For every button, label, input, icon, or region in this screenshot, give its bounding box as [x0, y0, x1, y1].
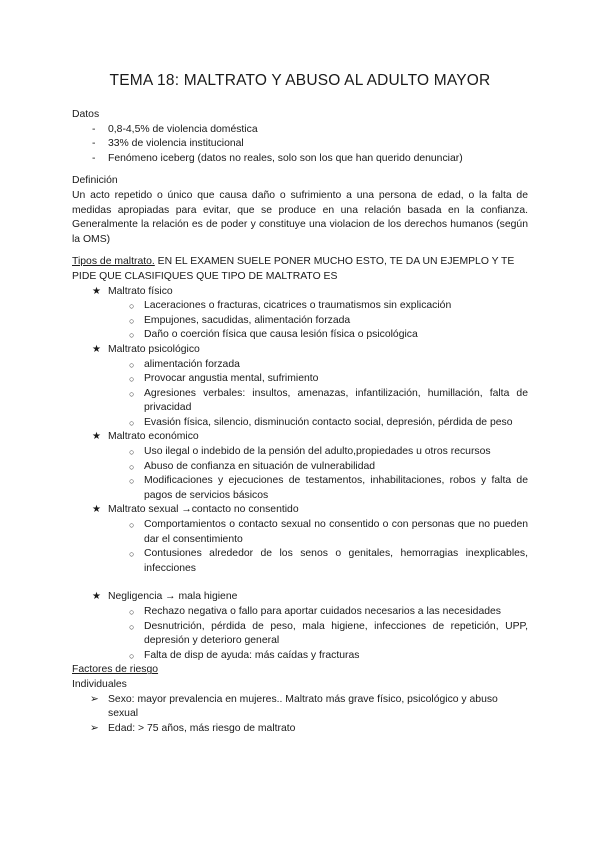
- page-title: TEMA 18: MALTRATO Y ABUSO AL ADULTO MAYOR: [109, 72, 491, 89]
- list-item: ○ Comportamientos o contacto sexual no consentido o con personas que no pueden dar el consentimiento: [72, 518, 528, 547]
- list-item: [72, 285, 528, 343]
- list-item: [72, 430, 528, 503]
- tipos-list: [72, 285, 528, 577]
- definicion-heading: Definición: [72, 175, 118, 187]
- list-item: ○ Rechazo negativa o fallo para aportar cuidados necesarios a las necesidades: [72, 605, 528, 620]
- list-item: ○ alimentación forzada: [72, 358, 528, 373]
- star-icon: ★: [92, 285, 101, 297]
- list-item: [72, 722, 528, 737]
- arrow-bullet-icon: ➢: [90, 722, 99, 734]
- negligencia-list: [72, 590, 528, 663]
- star-icon: ★: [92, 591, 101, 603]
- group-label: Maltrato económico: [108, 431, 199, 443]
- list-item: ○ Contusiones alrededor de los senos o genitales, hemorragias inexplicables, infecciones: [72, 547, 528, 576]
- tipos-paragraph: [72, 255, 528, 284]
- factor-text: Sexo: mayor prevalencia en mujeres.. Maltrato más grave físico, psicológico y abuso sexual: [108, 693, 498, 720]
- group-label: Maltrato físico: [108, 285, 173, 297]
- datos-list: [72, 123, 528, 167]
- factor-text: Edad: > 75 años, más riesgo de maltrato: [108, 722, 296, 734]
- list-item: [72, 343, 528, 431]
- list-item: ○ Uso ilegal o indebido de la pensión del adulto,propiedades u otros recursos: [72, 445, 528, 460]
- list-item: - 0,8-4,5% de violencia doméstica: [72, 123, 528, 138]
- tipos-heading: Tipos de maltrato.: [72, 256, 155, 268]
- list-item: ○ Laceraciones o fracturas, cicatrices o traumatismos sin explicación: [72, 299, 528, 314]
- list-item: ○ Falta de disp de ayuda: más caídas y fracturas: [72, 649, 528, 664]
- star-icon: ★: [92, 431, 101, 443]
- group-label: Maltrato sexual →contacto no consentido: [108, 504, 299, 516]
- list-item: ○ Desnutrición, pérdida de peso, mala higiene, infecciones de repetición, UPP, depresión y deterioro general: [72, 620, 528, 649]
- tipos-exam-note: EN EL EXAMEN SUELE PONER MUCHO ESTO, TE DA UN EJEMPLO Y TE PIDE QUE CLASIFIQUES QUE TIPO DE MALTRATO ES: [72, 256, 515, 282]
- list-item: ○ Provocar angustia mental, sufrimiento: [72, 372, 528, 387]
- document-body: [72, 108, 528, 736]
- star-icon: ★: [92, 504, 101, 516]
- group-label: Negligencia → mala higiene: [108, 591, 238, 603]
- list-item: ○ Evasión física, silencio, disminución contacto social, depresión, pérdida de peso: [72, 416, 528, 431]
- list-item: [72, 693, 528, 722]
- group-label: Maltrato psicológico: [108, 343, 200, 355]
- list-item: ○ Modificaciones y ejecuciones de testamentos, inhabilitaciones, robos y falta de pagos de servicios básicos: [72, 474, 528, 503]
- arrow-bullet-icon: ➢: [90, 693, 99, 705]
- list-item: - Fenómeno iceberg (datos no reales, solo son los que han querido denunciar): [72, 152, 528, 167]
- list-item: ○ Daño o coerción física que causa lesión física o psicológica: [72, 328, 528, 343]
- factores-heading-text: Factores de riesgo: [72, 664, 159, 676]
- list-item: ○ Abuso de confianza en situación de vulnerabilidad: [72, 460, 528, 475]
- list-item: ○ Empujones, sacudidas, alimentación forzada: [72, 314, 528, 329]
- factores-subheading: Individuales: [72, 678, 127, 690]
- list-item: ○ Agresiones verbales: insultos, amenazas, infantilización, humillación, falta de privacidad: [72, 387, 528, 416]
- datos-heading: Datos: [72, 109, 100, 120]
- factores-heading: [72, 663, 528, 678]
- definicion-text: Un acto repetido o único que causa daño o sufrimiento a una persona de edad, o la falta de medidas apropiadas para evitar, que se produce en una relación basada en la confianza. Generalmente la relación es de poder y constituye una violacion de los derechos humanos (según la OMS): [72, 189, 528, 245]
- list-item: - 33% de violencia institucional: [72, 137, 528, 152]
- list-item: [72, 503, 528, 576]
- factores-list: [72, 693, 528, 737]
- list-item: [72, 590, 528, 663]
- star-icon: ★: [92, 343, 101, 355]
